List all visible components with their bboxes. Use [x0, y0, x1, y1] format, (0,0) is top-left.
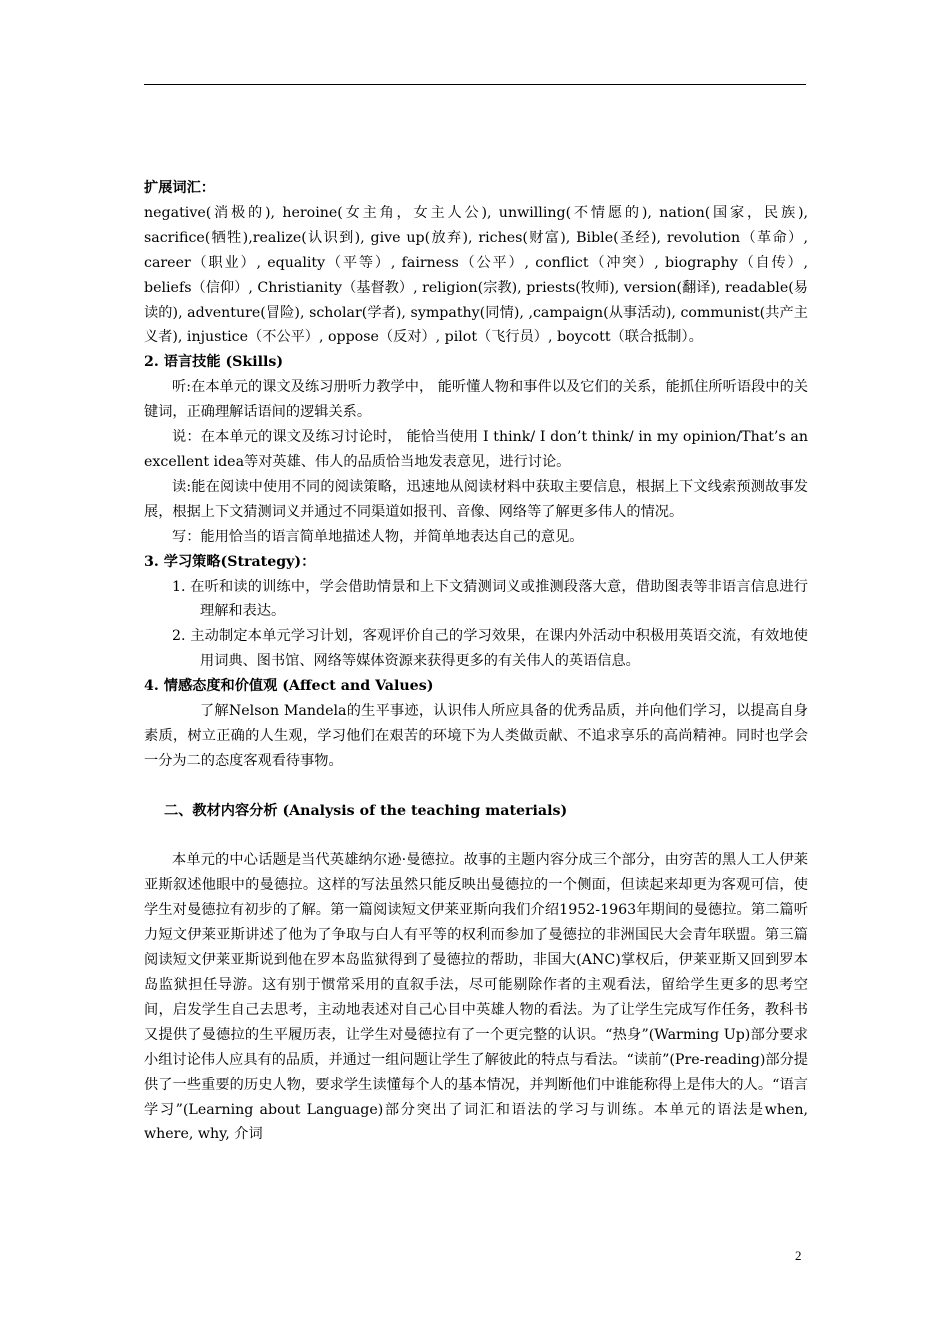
skills-writing: 写：能用恰当的语言简单地描述人物，并简单地表达自己的意见。: [172, 528, 584, 545]
analysis-heading: 二、教材内容分析 (Analysis of the teaching materials): [164, 802, 568, 819]
skills-speaking: 说：在本单元的课文及练习讨论时， 能恰当使用 I think/ I don’t think/ in my opinion/That’s an excellent idea等对英雄、伟人的品质恰当地发表意见，进行讨论。: [144, 429, 808, 470]
affect-text: 了解Nelson Mandela的生平事迹，认识伟人所应具备的优秀品质，并向他们学习，以提高自身素质，树立正确的人生观，学习他们在艰苦的环境下为人类做贡献、不追求享乐的高尚精神。同时也学会一分为二的态度客观看待事物。: [144, 703, 808, 769]
strategy-item-2: 2. 主动制定本单元学习计划，客观评价自己的学习效果，在课内外活动中积极用英语交流，有效地使用词典、图书馆、网络等媒体资源来获得更多的有关伟人的英语信息。: [172, 628, 808, 670]
strategy-heading: 3. 学习策略(Strategy)：: [144, 553, 316, 570]
analysis-text: 本单元的中心话题是当代英雄纳尔逊·曼德拉。故事的主题内容分成三个部分，由穷苦的黑人工人伊莱亚斯叙述他眼中的曼德拉。这样的写法虽然只能反映出曼德拉的一个侧面，但读起来却更为客观可信，使学生对曼德拉有初步的了解。第一篇阅读短文伊莱亚斯向我们介绍1952-1963年期间的曼德拉。第二篇听力短文伊莱亚斯讲述了他为了争取与白人有平等的权利而参加了曼德拉的非洲国民大会青年联盟。第三篇阅读短文伊莱亚斯说到他在罗本岛监狱得到了曼德拉的帮助，非国大(ANC)掌权后，伊莱亚斯又回到罗本岛监狱担任导游。这有别于惯常采用的直叙手法，尽可能剔除作者的主观看法，留给学生更多的思考空间，启发学生自己去思考，主动地表述对自己心目中英雄人物的看法。为了让学生完成写作任务，教科书又提供了曼德拉的生平履历表，让学生对曼德拉有了一个更完整的认识。“热身”(Warming Up)部分要求小组讨论伟人应具有的品质，并通过一组问题让学生了解彼此的特点与看法。“读前”(Pre-reading)部分提供了一些重要的历史人物，要求学生读懂每个人的基本情况，并判断他们中谁能称得上是伟大的人。“语言学习”(Learning about Language)部分突出了词汇和语法的学习与训练。本单元的语法是when, where, why, 介词: [144, 852, 808, 1143]
spacer: [144, 824, 808, 849]
skills-listening: 听:在本单元的课文及练习册听力教学中， 能听懂人物和事件以及它们的关系，能抓住所听语段中的关键词，正确理解话语间的逻辑关系。: [144, 379, 808, 421]
vocab-list: negative(消极的), heroine(女主角，女主人公), unwilling(不情愿的), nation(国家，民族), sacrifice(牺牲),realize(认识到), give up(放弃), riches(财富), Bible(圣经), revolution（革命）, career（职业）, equality（平等）, fairness（公平）, conflict（冲突）, biography（自传）, beliefs（信仰）, Christianity（基督教）, religion(宗教), priests(牧师), version(翻译), readable(易读的), adventure(冒险), scholar(学者), sympathy(同情), ,campaign(从事活动), communist(共产主义者), injustice（不公平）, oppose（反对）, pilot（飞行员）, boycott（联合抵制）。: [144, 204, 808, 346]
document-body: [144, 176, 808, 1147]
spacer: [144, 774, 808, 799]
page-number: 2: [795, 1248, 802, 1263]
skills-reading: 读:能在阅读中使用不同的阅读策略，迅速地从阅读材料中获取主要信息，根据上下文线索预测故事发展，根据上下文猜测词义并通过不同渠道如报刊、音像、网络等了解更多伟人的情况。: [144, 478, 808, 520]
header-rule: [144, 84, 806, 85]
vocab-heading: 扩展词汇：: [144, 180, 215, 196]
strategy-item-1: 1. 在听和读的训练中，学会借助情景和上下文猜测词义或推测段落大意，借助图表等非语言信息进行理解和表达。: [172, 578, 808, 620]
skills-heading: 2. 语言技能 (Skills): [144, 354, 284, 371]
affect-heading: 4. 情感态度和价值观 (Affect and Values): [144, 678, 434, 695]
